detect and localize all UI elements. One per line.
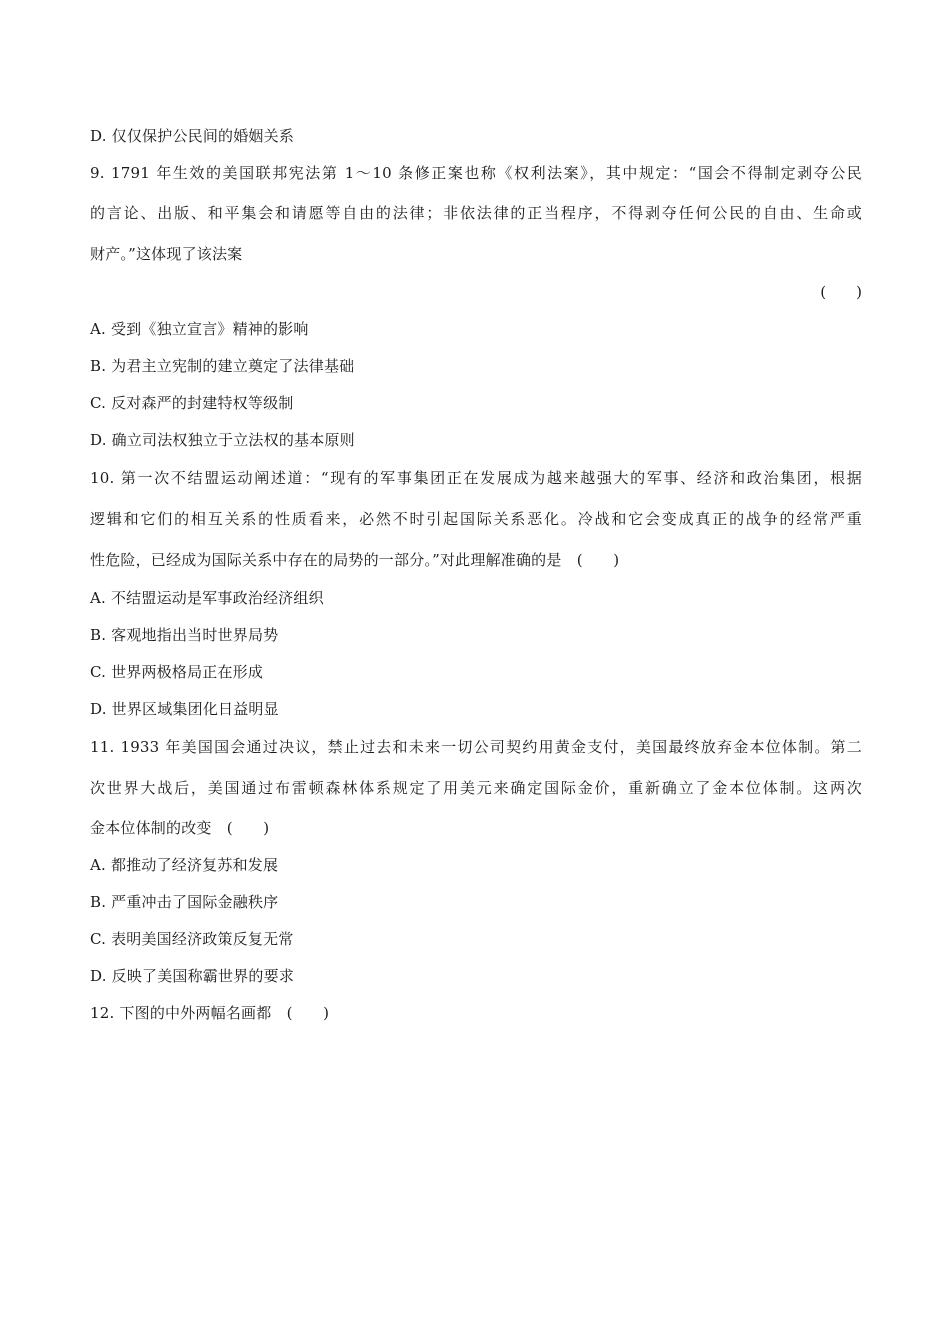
q10-option-a: A. 不结盟运动是军事政治经济组织 [90, 589, 324, 607]
q9-stem-line-1: 9. 1791 年生效的美国联邦宪法第 1～10 条修正案也称《权利法案》，其中规定：“国会不得制定剥夺公民 [90, 164, 862, 182]
q9-stem-line-2: 的言论、出版、和平集会和请愿等自由的法律；非依法律的正当程序，不得剥夺任何公民的自由、生命或 [90, 204, 862, 222]
q8-option-d: D. 仅仅保护公民间的婚姻关系 [90, 127, 295, 145]
q10-stem-line-3: 性危险，已经成为国际关系中存在的局势的一部分。”对此理解准确的是 ( ) [90, 551, 620, 569]
q12-stem-line-1: 12. 下图的中外两幅名画都 ( ) [90, 1004, 330, 1022]
q11-stem-line-1: 11. 1933 年美国国会通过决议，禁止过去和未来一切公司契约用黄金支付，美国最终放弃金本位体制。第二 [90, 738, 862, 756]
q10-stem-line-1: 10. 第一次不结盟运动阐述道：“现有的军事集团正在发展成为越来越强大的军事、经济和政治集团，根据 [90, 469, 862, 487]
q9-option-a: A. 受到《独立宣言》精神的影响 [90, 320, 309, 338]
q10-option-c: C. 世界两极格局正在形成 [90, 663, 264, 681]
q9-option-d: D. 确立司法权独立于立法权的基本原则 [90, 431, 355, 449]
q11-stem-line-2: 次世界大战后，美国通过布雷顿森林体系规定了用美元来确定国际金价，重新确立了金本位体制。这两次 [90, 779, 862, 797]
q9-answer-blank: ( ) [820, 283, 862, 301]
q9-option-b: B. 为君主立宪制的建立奠定了法律基础 [90, 357, 355, 375]
q9-option-c: C. 反对森严的封建特权等级制 [90, 394, 294, 412]
q10-stem-line-2: 逻辑和它们的相互关系的性质看来，必然不时引起国际关系恶化。冷战和它会变成真正的战争的经常严重 [90, 510, 862, 528]
q11-option-a: A. 都推动了经济复苏和发展 [90, 856, 279, 874]
q9-stem-line-3: 财产。”这体现了该法案 [90, 245, 243, 263]
q11-stem-line-3: 金本位体制的改变 ( ) [90, 819, 270, 837]
q11-option-d: D. 反映了美国称霸世界的要求 [90, 967, 295, 985]
q11-option-b: B. 严重冲击了国际金融秩序 [90, 893, 279, 911]
q10-option-d: D. 世界区域集团化日益明显 [90, 700, 279, 718]
q11-option-c: C. 表明美国经济政策反复无常 [90, 930, 294, 948]
q10-option-b: B. 客观地指出当时世界局势 [90, 626, 279, 644]
